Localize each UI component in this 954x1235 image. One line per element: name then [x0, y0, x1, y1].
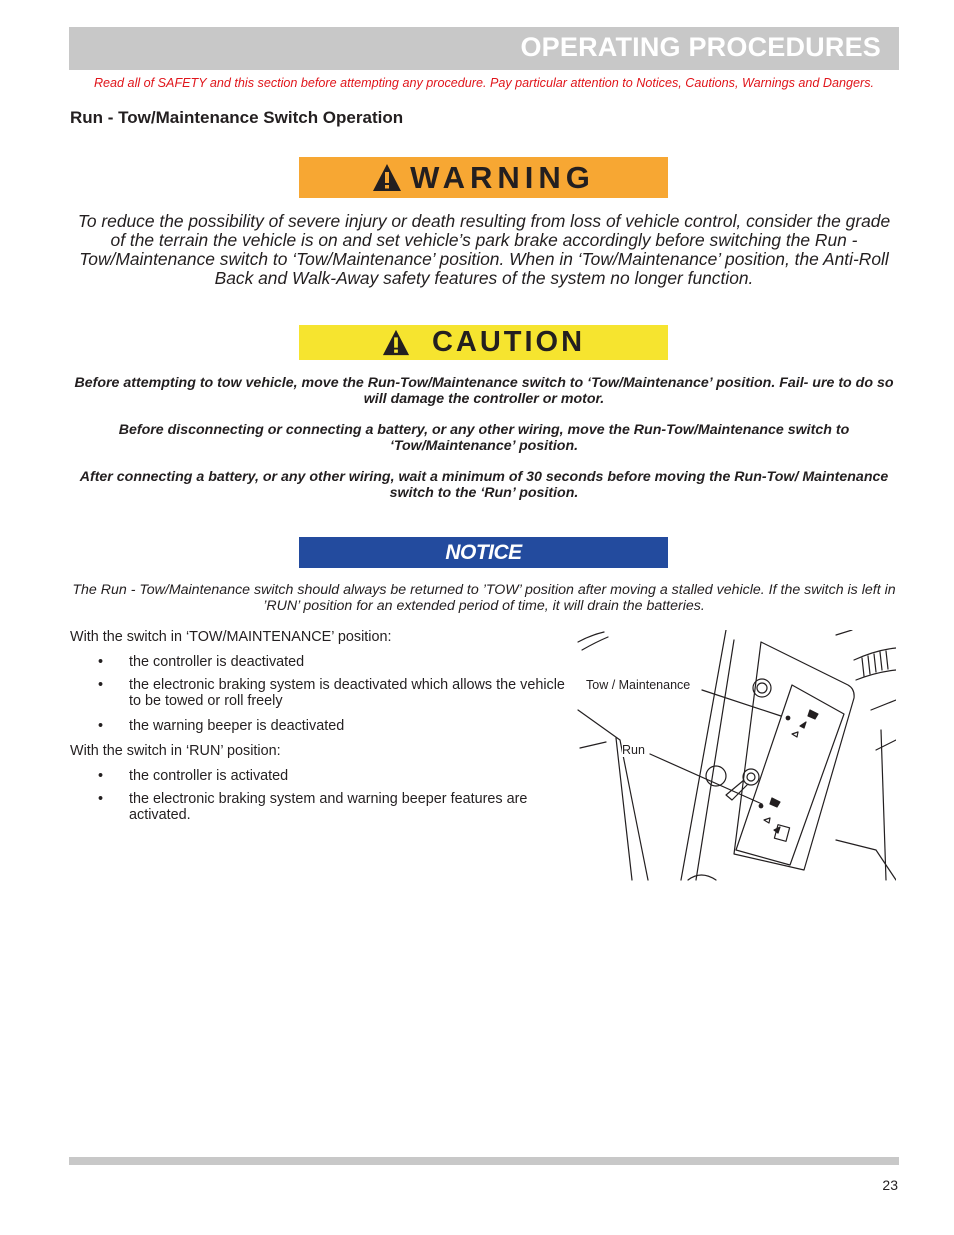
- caution-banner: [299, 325, 668, 360]
- bullet-marker: •: [98, 791, 104, 807]
- safety-note: Read all of SAFETY and this section before attempting any procedure. Pay particular attention to Notices, Cautions, Warnings and Dangers.: [93, 76, 875, 90]
- list-item: the warning beeper is deactivated: [129, 718, 345, 734]
- warning-label: WARNING: [410, 159, 595, 195]
- bullet-marker: •: [98, 768, 104, 784]
- warning-banner: [299, 157, 668, 198]
- bullet-marker: •: [98, 718, 104, 734]
- warning-triangle-icon: [372, 163, 402, 193]
- run-label: Run: [622, 743, 645, 757]
- caution-paragraph: Before disconnecting or connecting a battery, or any other wiring, move the Run-Tow/Maintenance switch to ‘Tow/Maintenance’ position.: [118, 422, 850, 454]
- caution-paragraph: Before attempting to tow vehicle, move the Run-Tow/Maintenance switch to ‘Tow/Maintenance’ position. Fail- ure to do so will damage the controller or motor.: [74, 375, 894, 407]
- header-bar: [69, 27, 899, 70]
- bullet-marker: •: [98, 654, 104, 670]
- section-title: Run - Tow/Maintenance Switch Operation: [70, 108, 404, 127]
- bullet-marker: •: [98, 677, 104, 693]
- list-item: the controller is activated: [129, 768, 289, 784]
- list-item: the electronic braking system and warning beeper features are activated.: [129, 791, 528, 823]
- caution-paragraph: After connecting a battery, or any other wiring, wait a minimum of 30 seconds before moving the Run-Tow/ Maintenance switch to the ‘Run’ position.: [79, 469, 889, 501]
- run-intro: With the switch in ‘RUN’ position:: [70, 743, 281, 759]
- caution-triangle-icon: [382, 329, 410, 357]
- page-title: OPERATING PROCEDURES: [520, 32, 881, 62]
- list-item: the electronic braking system is deactivated which allows the vehicle to be towed or roll freely: [129, 677, 565, 709]
- warning-text: To reduce the possibility of severe injury or death resulting from loss of vehicle control, consider the grade of the terrain the vehicle is on and set vehicle’s park brake accordingly before switching the Run - Tow/Maintenance switch to ‘Tow/Maintenance’ position. When in ‘Tow/Maintenance’ position, the Anti-Roll Back and Walk-Away safety features of the system no longer function.: [77, 211, 891, 288]
- tow-maintenance-label: Tow / Maintenance: [586, 678, 691, 692]
- list-item: the controller is deactivated: [129, 654, 305, 670]
- caution-label: CAUTION: [431, 326, 586, 358]
- notice-banner: [299, 537, 668, 568]
- notice-label: NOTICE: [445, 540, 522, 564]
- notice-text: The Run - Tow/Maintenance switch should always be returned to ’TOW’ position after moving a stalled vehicle. If the switch is left in ’RUN’ position for an extended period of time, it will drain the batteries.: [72, 582, 896, 614]
- footer-bar: [69, 1157, 899, 1165]
- tow-intro: With the switch in ‘TOW/MAINTENANCE’ position:: [70, 629, 392, 645]
- switch-panel-figure: [576, 630, 896, 882]
- page-number: 23: [882, 1177, 898, 1193]
